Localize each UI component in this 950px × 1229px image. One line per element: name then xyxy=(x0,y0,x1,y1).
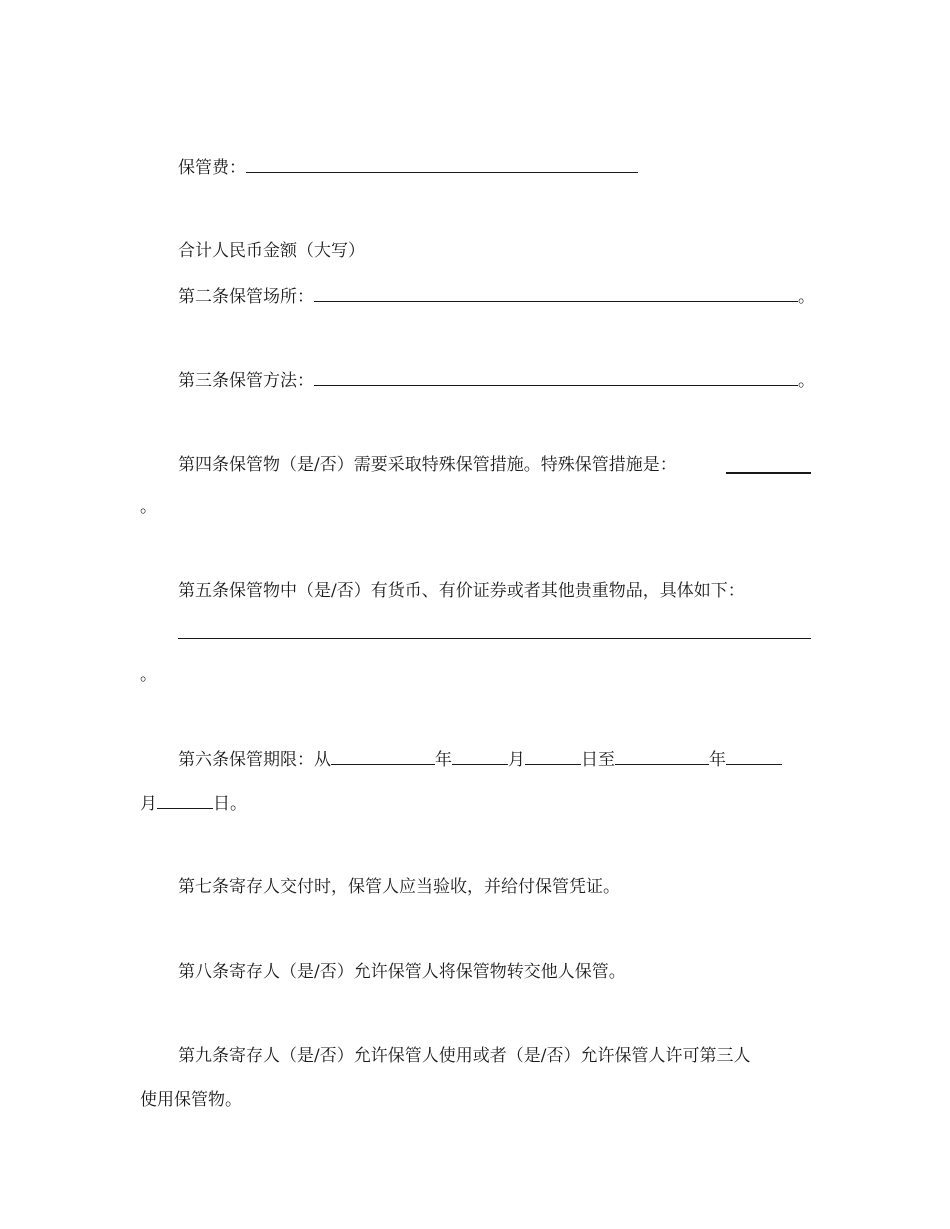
article-4-line xyxy=(178,454,677,476)
article-2-label: 第二条保管场所： xyxy=(178,287,314,307)
storage-place-blank[interactable] xyxy=(314,285,798,302)
article-2-line xyxy=(178,285,815,308)
total-amount-line: 合计人民币金额（大写） xyxy=(178,241,365,261)
start-year-label: 年 xyxy=(435,750,452,770)
fee-label: 保管费： xyxy=(178,158,246,178)
article-5-line: 第五条保管物中（是/否）有货币、有价证券或者其他贵重物品，具体如下： xyxy=(178,581,745,601)
article-4-period: 。 xyxy=(140,497,157,517)
end-month-blank[interactable] xyxy=(726,748,782,765)
end-month-label: 月 xyxy=(140,794,157,814)
start-year-blank[interactable] xyxy=(331,748,435,765)
storage-method-blank[interactable] xyxy=(314,369,798,386)
article-7-line: 第七条寄存人交付时，保管人应当验收，并给付保管凭证。 xyxy=(178,877,620,897)
article-5-period: 。 xyxy=(140,665,157,685)
article-4-text: 第四条保管物（是/否）需要采取特殊保管措施。特殊保管措施是： xyxy=(178,455,677,475)
article-3-line xyxy=(178,369,815,392)
fee-line xyxy=(178,156,638,179)
article-2-period: 。 xyxy=(798,287,815,307)
start-day-blank[interactable] xyxy=(525,748,581,765)
end-year-blank[interactable] xyxy=(615,748,709,765)
article-8-line: 第八条寄存人（是/否）允许保管人将保管物转交他人保管。 xyxy=(178,962,626,982)
article-6-prefix: 第六条保管期限：从 xyxy=(178,750,331,770)
start-month-blank[interactable] xyxy=(452,748,508,765)
valuables-detail-blank[interactable] xyxy=(178,638,811,639)
end-year-label: 年 xyxy=(709,750,726,770)
start-month-label: 月 xyxy=(508,750,525,770)
article-6-line xyxy=(178,748,782,771)
article-9-continuation: 使用保管物。 xyxy=(140,1090,242,1110)
end-day-blank[interactable] xyxy=(157,792,213,809)
fee-blank[interactable] xyxy=(246,156,638,173)
article-3-label: 第三条保管方法： xyxy=(178,371,314,391)
day-to-label: 日至 xyxy=(581,750,615,770)
article-6-continuation xyxy=(140,792,247,815)
article-3-period: 。 xyxy=(798,371,815,391)
end-day-label: 日。 xyxy=(213,794,247,814)
special-measures-blank[interactable] xyxy=(726,472,811,474)
article-9-line: 第九条寄存人（是/否）允许保管人使用或者（是/否）允许保管人许可第三人 xyxy=(178,1046,751,1066)
